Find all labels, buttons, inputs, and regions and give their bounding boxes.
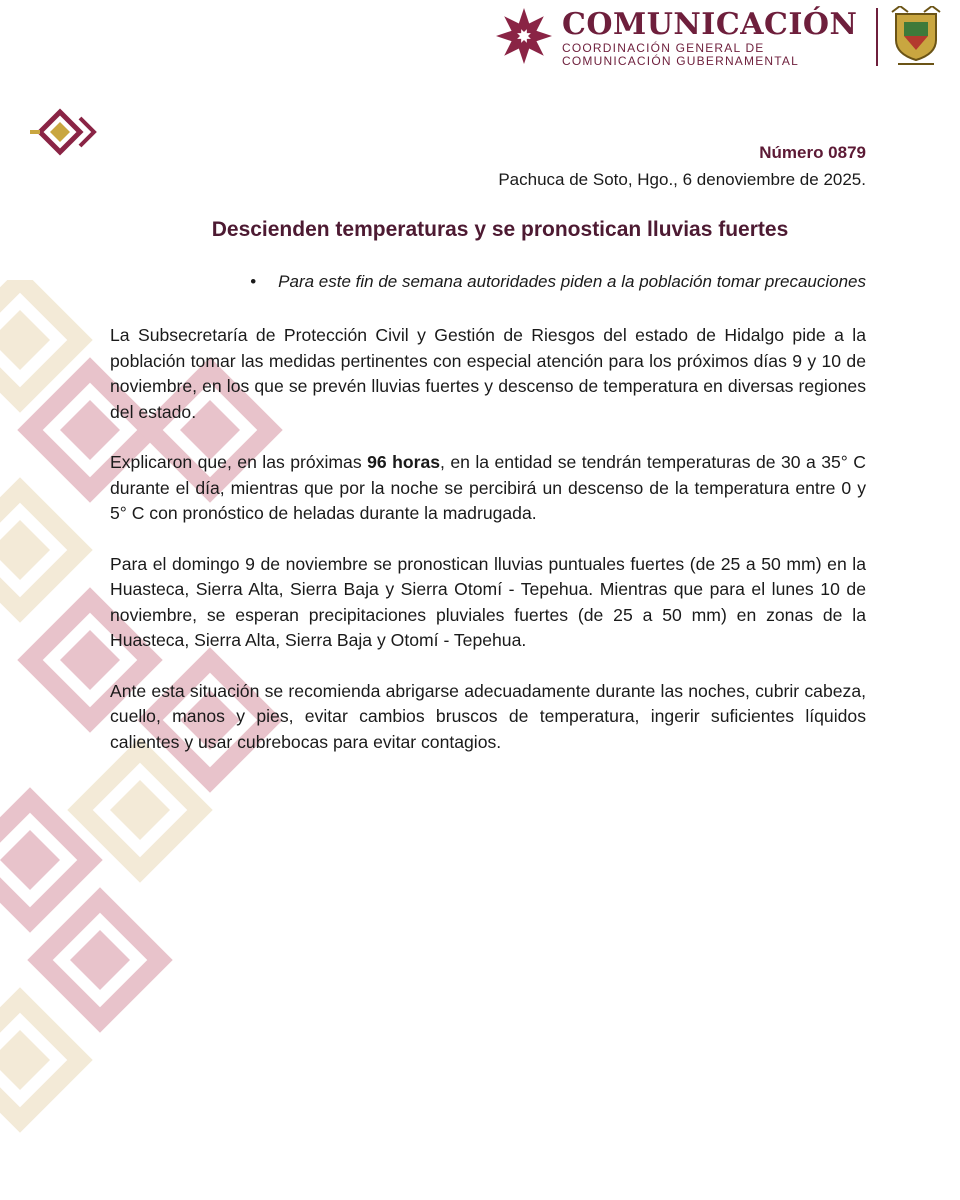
paragraph-4: Ante esta situación se recomienda abrigarse adecuadamente durante las noches, cubrir cabeza, cuello, manos y pies, evitar cambios bruscos de temperatura, ingerir suficientes líquidos calientes y usar cubrebocas para evitar contagios. [110,680,866,752]
corner-ornament-icon [30,108,98,156]
brand-name: COMUNICACIÓN [562,7,858,42]
brand-flower-icon [494,6,554,66]
paragraph-3: Para el domingo 9 de noviembre se pronostican lluvias puntuales fuertes (de 25 a 50 mm) en la Huasteca, Sierra Alta, Sierra Baja y Sierra Otomí - Tepehua. Mientras que para el lunes 10 de noviembre, se esperan precipitaciones pluviales fuertes (de 25 a 50 mm) en zonas de la Huasteca, Sierra Alta, Sierra Baja y Otomí - Tepehua. [110,553,866,650]
coat-of-arms-icon [890,6,942,68]
paragraph-2-bold: 96 horas [367,452,441,472]
brand-subtitle-line-1: COORDINACIÓN GENERAL DE [562,41,765,55]
document-title: Descienden temperaturas y se pronostican lluvias fuertes [211,218,789,241]
paragraph-2 [110,450,866,527]
summary-bullet-text: Para este fin de semana autoridades piden a la población tomar precauciones [278,272,866,291]
document-date: Pachuca de Soto, Hgo., 6 denoviembre de 2025. [498,170,866,189]
body [110,323,866,780]
header-logo [494,6,954,72]
paragraph-2-start: Explicaron que, en las próximas [110,452,368,472]
document-number: Número 0879 [759,143,866,162]
bullet-marker: • [250,272,257,291]
summary-bullet [250,272,866,292]
paragraph-2-end: , en la entidad se tendrán temperaturas de 30 a 35° C durante el día, mientras que por la noche se percibirá un descenso de la temperatura entre 0 y 5° C con pronóstico de heladas durante la madrugada. [110,452,866,523]
brand-subtitle-line-2: COMUNICACIÓN GUBERNAMENTAL [562,54,799,68]
brand-divider [876,8,878,66]
paragraph-1: La Subsecretaría de Protección Civil y Gestión de Riesgos del estado de Hidalgo pide a la población tomar las medidas pertinentes con especial atención para los próximos días 9 y 10 de noviembre, en los que se prevén lluvias fuertes y descenso de temperatura en diversas regiones del estado. [110,325,866,422]
